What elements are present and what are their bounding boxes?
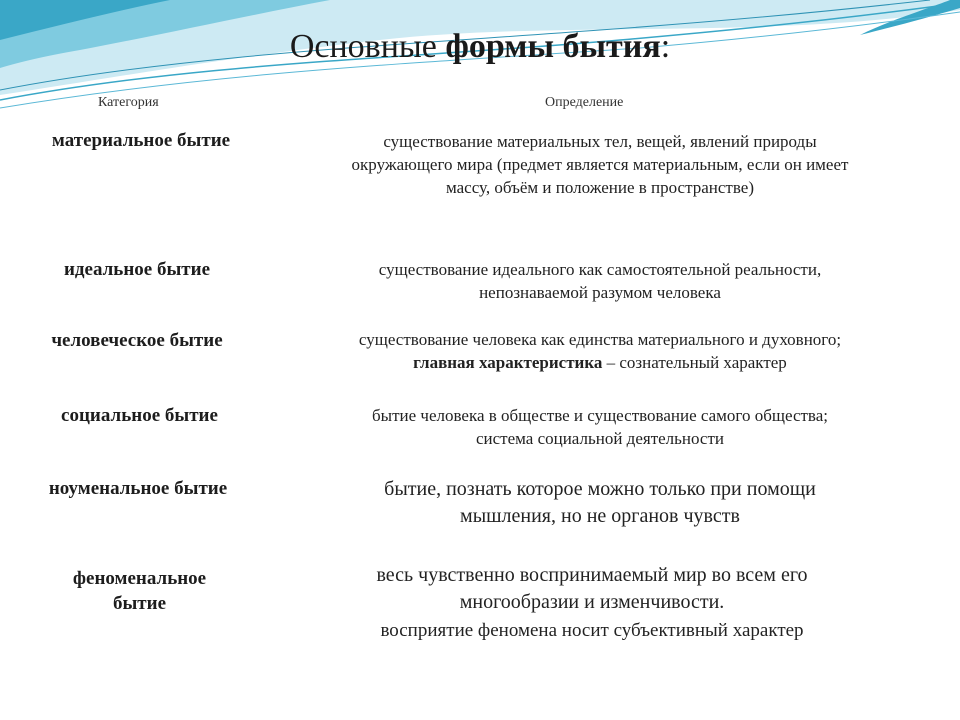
definition-line: окружающего мира (предмет является материальным, если он имеет — [351, 155, 849, 174]
title-bold-part: формы бытия — [445, 28, 661, 65]
category-cell: идеальное бытие — [63, 259, 211, 280]
definition-line: непознаваемой разумом человека — [479, 283, 721, 302]
definition-cell — [270, 328, 930, 374]
definition-line: весь чувственно воспринимаемый мир во всем его — [376, 564, 808, 586]
definition-line: существование человека как единства материального и духовного; — [358, 330, 842, 349]
definition-line: многообразии и изменчивости. — [459, 591, 725, 613]
definition-line: система социальной деятельности — [475, 429, 725, 448]
title-normal-part: Основные — [289, 28, 446, 65]
category-cell: человеческое бытие — [51, 330, 223, 351]
slide-title — [0, 28, 960, 66]
column-header-definition: Определение — [545, 95, 624, 110]
definition-line: мышления, но не органов чувств — [460, 505, 740, 527]
title-colon: : — [660, 28, 671, 65]
definition-extra-line: восприятие феномена носит субъективный характер — [380, 620, 804, 641]
definition-bold-phrase: главная характеристика — [413, 353, 603, 372]
definition-line: существование идеального как самостоятельной реальности, — [378, 260, 822, 279]
column-header-category: Категория — [98, 95, 159, 110]
definition-cell — [270, 476, 930, 530]
definition-cell — [270, 258, 930, 304]
definition-cell — [270, 404, 930, 450]
definition-cell — [270, 130, 930, 199]
category-line: бытие — [112, 593, 167, 614]
definition-line — [270, 351, 930, 374]
definition-line: массу, объём и положение в пространстве) — [446, 178, 754, 197]
definition-line: бытие человека в обществе и существование самого общества; — [372, 406, 828, 425]
category-line: феноменальное — [72, 568, 207, 589]
definition-tail: – сознательный характер — [602, 353, 787, 372]
category-cell: ноуменальное бытие — [48, 478, 228, 499]
definition-cell — [262, 562, 922, 644]
category-cell: материальное бытие — [51, 130, 231, 151]
category-cell: социальное бытие — [61, 405, 218, 426]
category-cell — [22, 566, 257, 616]
definition-line: бытие, познать которое можно только при помощи — [384, 478, 816, 500]
definition-line: существование материальных тел, вещей, явлений природы — [383, 132, 817, 151]
